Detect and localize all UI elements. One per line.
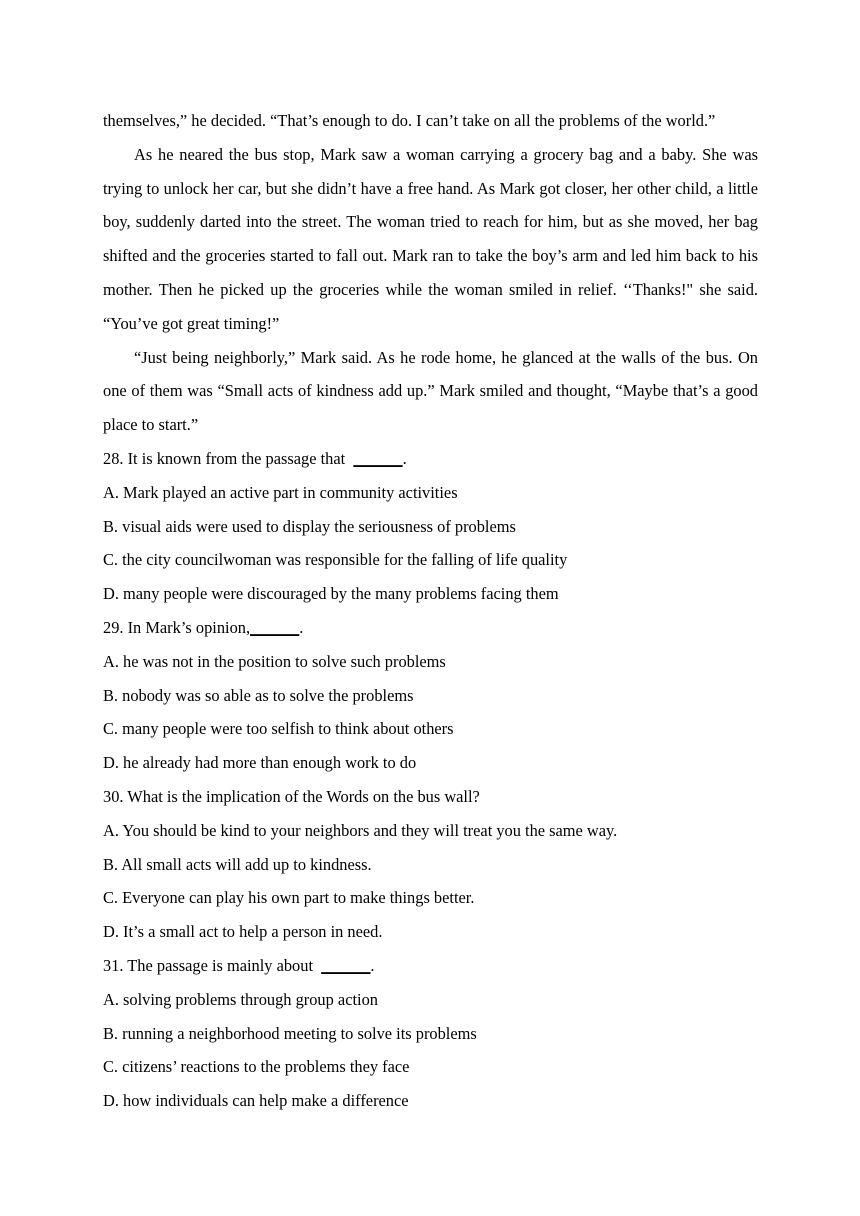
question-stem: [103, 611, 758, 645]
question-stem: [103, 949, 758, 983]
question-stem-end: .: [370, 955, 375, 975]
option-c: C. many people were too selfish to think about others: [103, 719, 454, 739]
question-stem-text: 28. It is known from the passage that: [103, 448, 350, 468]
option-b: B. All small acts will add up to kindness.: [103, 854, 372, 874]
option-a: A. You should be kind to your neighbors and they will treat you the same way.: [103, 820, 618, 840]
question-stem-text: 30. What is the implication of the Words on the bus wall?: [103, 786, 480, 806]
answer-blank: ______: [250, 617, 300, 637]
option-d: D. many people were discouraged by the many problems facing them: [103, 584, 559, 604]
passage-paragraph-3: “Just being neighborly,” Mark said. As he rode home, he glanced at the walls of the bus. On one of them was “Small acts of kindness add up.” Mark smiled and thought, “Maybe that’s a good place to start.”: [103, 347, 758, 435]
option-a: A. solving problems through group action: [103, 989, 378, 1009]
option-b: B. visual aids were used to display the seriousness of problems: [103, 516, 516, 536]
option-d: D. It’s a small act to help a person in need.: [103, 922, 383, 942]
option-c: C. Everyone can play his own part to make things better.: [103, 888, 475, 908]
question-stem-text: 31. The passage is mainly about: [103, 955, 318, 975]
question-stem-text: 29. In Mark’s opinion,: [103, 617, 251, 637]
passage-paragraph-1: themselves,” he decided. “That’s enough to do. I can’t take on all the problems of the world.”: [103, 111, 716, 130]
answer-blank: ______: [353, 448, 403, 468]
option-c: C. the city councilwoman was responsible for the falling of life quality: [103, 550, 568, 570]
question-30: [103, 780, 758, 949]
document-page: [103, 104, 758, 1118]
option-b: B. running a neighborhood meeting to solve its problems: [103, 1023, 477, 1043]
option-b: B. nobody was so able as to solve the problems: [103, 685, 414, 705]
question-stem: [103, 780, 758, 814]
option-d: D. he already had more than enough work to do: [103, 753, 417, 773]
question-stem-end: .: [402, 448, 407, 468]
question-31: [103, 949, 758, 1118]
passage-paragraph-2: As he neared the bus stop, Mark saw a woman carrying a grocery bag and a baby. She was trying to unlock her car, but she didn’t have a free hand. As Mark got closer, her other child, a little boy, suddenly darted into the street. The woman tried to reach for him, but as she moved, her bag shifted and the groceries started to fall out. Mark ran to take the boy’s arm and led him back to his mother. Then he picked up the groceries while the woman smiled in relief. ‘‘Thanks!" she said. “You’ve got great timing!”: [103, 144, 758, 333]
question-29: [103, 611, 758, 780]
question-28: [103, 442, 758, 611]
answer-blank: ______: [321, 955, 371, 975]
option-d: D. how individuals can help make a difference: [103, 1091, 409, 1111]
option-a: A. he was not in the position to solve such problems: [103, 651, 446, 671]
question-stem: [103, 442, 758, 476]
option-a: A. Mark played an active part in community activities: [103, 482, 458, 502]
question-stem-end: .: [299, 617, 304, 637]
option-c: C. citizens’ reactions to the problems they face: [103, 1057, 410, 1077]
